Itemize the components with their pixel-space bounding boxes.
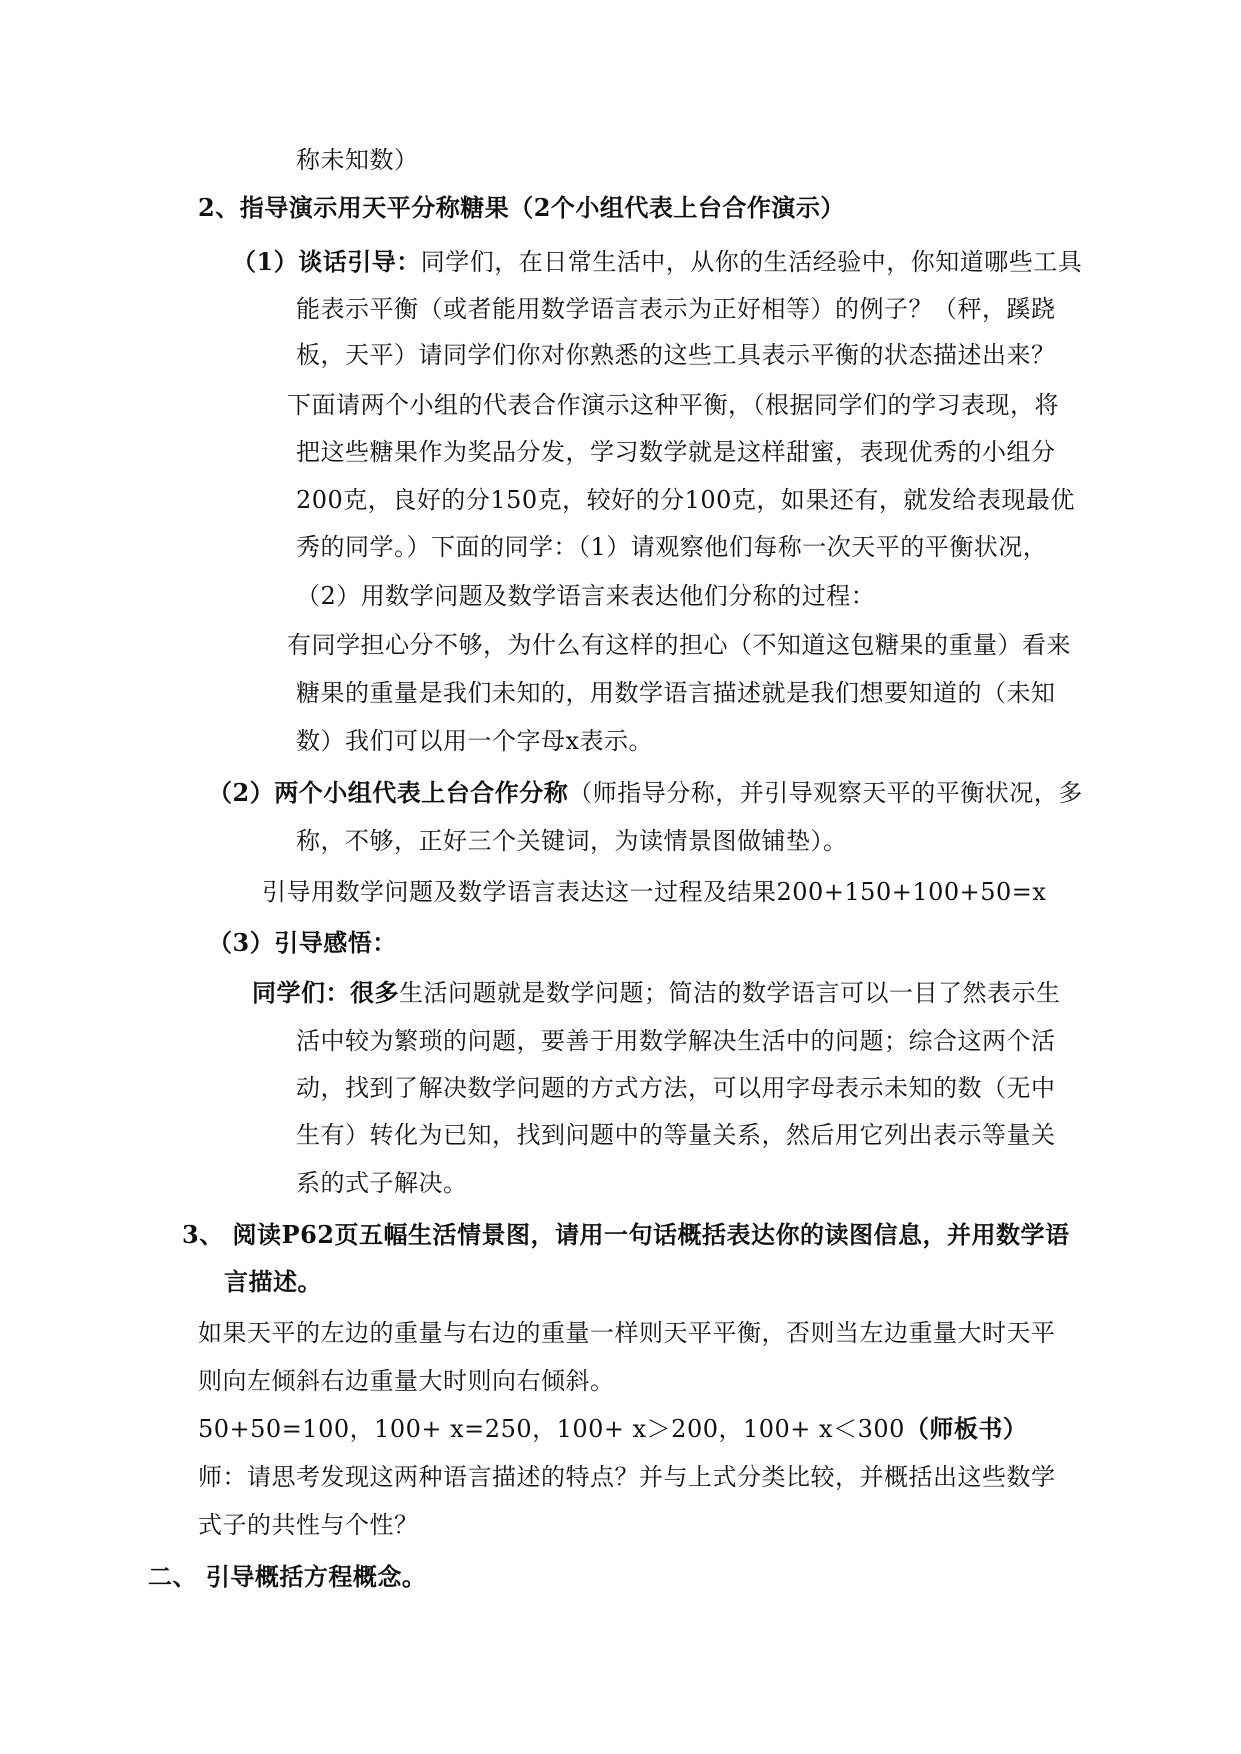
text-line: 如果天平的左边的重量与右边的重量一样则天平平衡，否则当左边重量大时天平 bbox=[198, 1319, 1056, 1347]
bold-span: 同学们：很多 bbox=[252, 978, 399, 1007]
text-line: 称未知数） bbox=[296, 146, 419, 174]
section-heading: 言描述。 bbox=[224, 1267, 322, 1296]
section-heading: 2、指导演示用天平分称糖果（2个小组代表上台合作演示） bbox=[198, 193, 845, 222]
text-line: （2）用数学问题及数学语言来表达他们分称的过程： bbox=[296, 582, 876, 610]
text-line: 秀的同学。）下面的同学：（1）请观察他们每称一次天平的平衡状况， bbox=[296, 533, 1048, 561]
text-line: 式子的共性与个性？ bbox=[198, 1511, 419, 1539]
text-line: 有同学担心分不够，为什么有这样的担心（不知道这包糖果的重量）看来 bbox=[287, 631, 1071, 659]
text-line: 把这些糖果作为奖品分发，学习数学就是这样甜蜜，表现优秀的小组分 bbox=[296, 438, 1056, 466]
equations: 50+50=100，100+ x=250，100+ x＞200，100+ x＜300 bbox=[198, 1415, 905, 1443]
text-line: 称，不够，正好三个关键词，为读情景图做铺垫）。 bbox=[296, 827, 848, 855]
text-span: （师指导分称，并引导观察天平的平衡状况，多 bbox=[568, 779, 1083, 807]
bold-span: （师板书） bbox=[904, 1414, 1028, 1443]
text-line bbox=[252, 978, 1061, 1008]
text-line: 则向左倾斜右边重量大时则向右倾斜。 bbox=[198, 1367, 615, 1395]
subheading: （2）两个小组代表上台合作分称 bbox=[208, 778, 569, 807]
subheading: （3）引导感悟： bbox=[208, 928, 397, 957]
text-line: 糖果的重量是我们未知的，用数学语言描述就是我们想要知道的（未知 bbox=[296, 679, 1056, 707]
text-line: 动，找到了解决数学问题的方式方法，可以用字母表示未知的数（无中 bbox=[296, 1074, 1056, 1102]
subheading: （1）谈话引导： bbox=[232, 247, 421, 276]
text-span: 生活问题就是数学问题；简洁的数学语言可以一目了然表示生 bbox=[399, 979, 1061, 1007]
text-line: 引导用数学问题及数学语言表达这一过程及结果200+150+100+50=x bbox=[262, 878, 1047, 906]
text-line: 生有）转化为已知，找到问题中的等量关系，然后用它列出表示等量关 bbox=[296, 1121, 1056, 1149]
text-line: 下面请两个小组的代表合作演示这种平衡，（根据同学们的学习表现，将 bbox=[287, 391, 1059, 419]
text-line: 200克，良好的分150克，较好的分100克，如果还有，就发给表现最优 bbox=[296, 486, 1075, 514]
text-line: 能表示平衡（或者能用数学语言表示为正好相等）的例子？（秤，蹊跷 bbox=[296, 295, 1056, 323]
section-heading: 二、 引导概括方程概念。 bbox=[148, 1562, 427, 1591]
text-line: 师：请思考发现这两种语言描述的特点？并与上式分类比较，并概括出这些数学 bbox=[198, 1463, 1056, 1491]
text-line bbox=[208, 778, 1083, 808]
text-line bbox=[198, 1414, 1027, 1444]
text-line: 活中较为繁琐的问题，要善于用数学解决生活中的问题；综合这两个活 bbox=[296, 1027, 1056, 1055]
text-span: 同学们，在日常生活中，从你的生活经验中，你知道哪些工具 bbox=[420, 248, 1083, 276]
text-line: 系的式子解决。 bbox=[296, 1169, 468, 1197]
text-line bbox=[232, 247, 1082, 277]
text-line: 板，天平）请同学们你对你熟悉的这些工具表示平衡的状态描述出来？ bbox=[296, 341, 1056, 369]
text-line: 数）我们可以用一个字母x表示。 bbox=[296, 727, 654, 755]
section-heading: 3、 阅读P62页五幅生活情景图，请用一句话概括表达你的读图信息，并用数学语 bbox=[182, 1220, 1070, 1249]
